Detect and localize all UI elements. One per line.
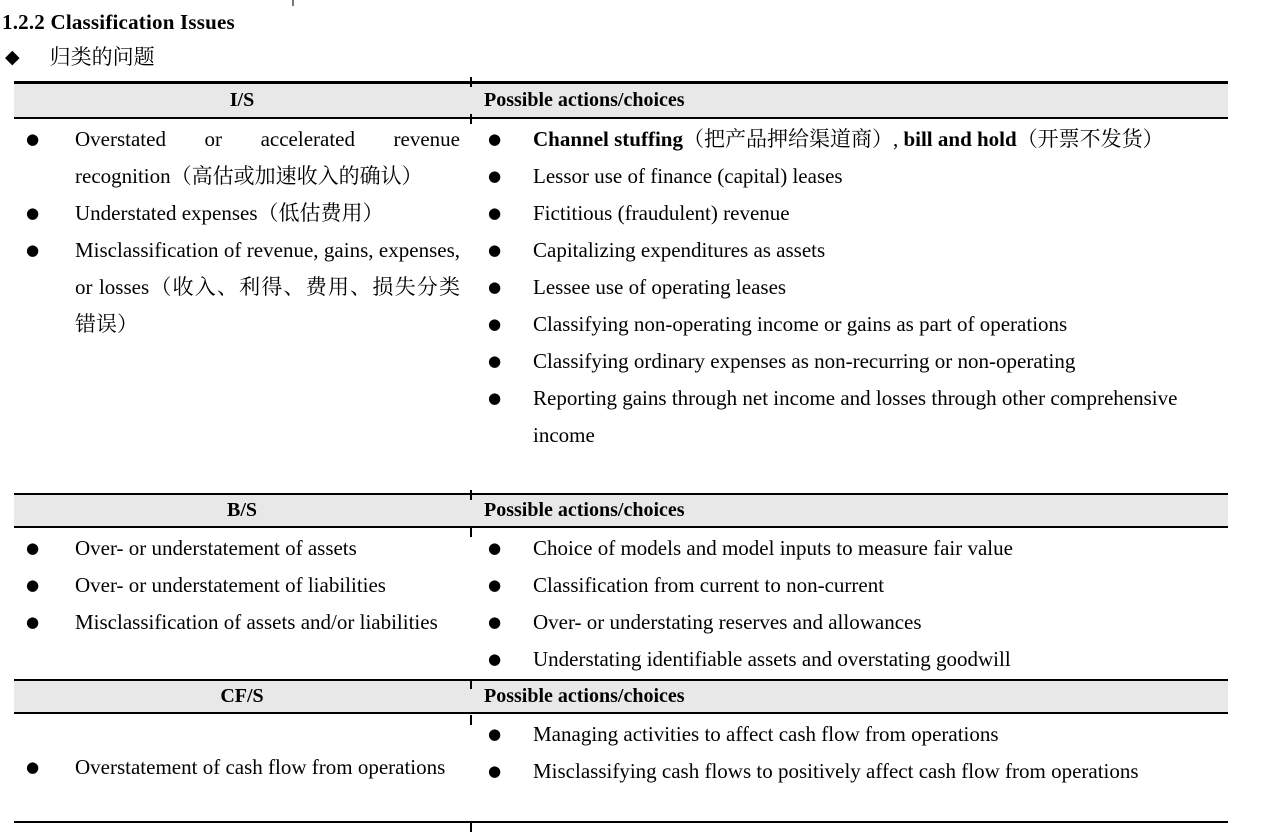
circle-bullet-icon: ● bbox=[488, 167, 502, 185]
list-item bbox=[488, 121, 1216, 158]
border-artifact bbox=[292, 0, 294, 6]
list-item-text: Capitalizing expenditures as assets bbox=[533, 238, 826, 262]
list-item bbox=[488, 716, 1216, 753]
list-item bbox=[488, 306, 1216, 343]
column-divider-tick bbox=[470, 114, 472, 124]
list-item bbox=[488, 343, 1216, 380]
actions-cell bbox=[470, 119, 1228, 493]
list-item-text: Over- or understating reserves and allowances bbox=[533, 610, 922, 634]
issues-cell bbox=[14, 528, 470, 679]
issues-list bbox=[26, 749, 460, 786]
list-item-text: Misclassifying cash flows to positively affect cash flow from operations bbox=[533, 759, 1139, 783]
list-item bbox=[488, 380, 1216, 454]
table-header-row bbox=[14, 493, 1228, 528]
circle-bullet-icon: ● bbox=[26, 241, 40, 259]
list-item-text: Reporting gains through net income and losses through other comprehensive income bbox=[533, 386, 1178, 447]
circle-bullet-icon: ● bbox=[488, 576, 502, 594]
circle-bullet-icon: ● bbox=[488, 352, 502, 370]
list-item-text: Understating identifiable assets and overstating goodwill bbox=[533, 647, 1011, 671]
list-item-text: Classifying ordinary expenses as non-recurring or non-operating bbox=[533, 349, 1076, 373]
list-item-text: Misclassification of revenue, gains, expenses, or losses（收入、利得、费用、损失分类错误） bbox=[75, 238, 460, 336]
diamond-bullet-icon: ◆ bbox=[5, 46, 20, 68]
table-body-row bbox=[14, 528, 1228, 679]
issues-list bbox=[26, 530, 460, 641]
circle-bullet-icon: ● bbox=[488, 315, 502, 333]
actions-list bbox=[488, 716, 1216, 790]
list-item-text: Overstated or accelerated revenue recognition（高估或加速收入的确认） bbox=[75, 127, 460, 188]
issues-cell bbox=[14, 119, 470, 493]
list-item-text: Understated expenses（低估费用） bbox=[75, 201, 384, 225]
table-body-row bbox=[14, 714, 1228, 821]
column-divider-tick bbox=[470, 715, 472, 725]
column-divider-tick bbox=[470, 77, 472, 87]
circle-bullet-icon: ● bbox=[488, 613, 502, 631]
list-item bbox=[488, 232, 1216, 269]
issues-cell bbox=[14, 714, 470, 821]
actions-cell bbox=[470, 714, 1228, 821]
list-item-text: Managing activities to affect cash flow from operations bbox=[533, 722, 999, 746]
circle-bullet-icon: ● bbox=[26, 204, 40, 222]
list-item-text: Overstatement of cash flow from operations bbox=[75, 755, 446, 779]
actions-list bbox=[488, 121, 1216, 454]
column-divider-tick bbox=[470, 490, 472, 500]
actions-list bbox=[488, 530, 1216, 678]
list-item bbox=[488, 567, 1216, 604]
list-item bbox=[488, 269, 1216, 306]
list-item bbox=[26, 567, 460, 604]
circle-bullet-icon: ● bbox=[488, 539, 502, 557]
list-item bbox=[488, 753, 1216, 790]
circle-bullet-icon: ● bbox=[488, 204, 502, 222]
column-divider-tick bbox=[470, 527, 472, 537]
section-heading: 1.2.2 Classification Issues bbox=[2, 10, 235, 34]
list-item bbox=[488, 158, 1216, 195]
circle-bullet-icon: ● bbox=[488, 762, 502, 780]
circle-bullet-icon: ● bbox=[488, 389, 502, 407]
circle-bullet-icon: ● bbox=[488, 278, 502, 296]
issues-list bbox=[26, 121, 460, 343]
circle-bullet-icon: ● bbox=[26, 613, 40, 631]
list-item-text: Fictitious (fraudulent) revenue bbox=[533, 201, 790, 225]
circle-bullet-icon: ● bbox=[488, 241, 502, 259]
statement-header-cell: I/S bbox=[229, 89, 255, 111]
list-item-text: Lessor use of finance (capital) leases bbox=[533, 164, 843, 188]
list-item-text: Over- or understatement of liabilities bbox=[75, 573, 386, 597]
list-item bbox=[26, 749, 460, 786]
actions-header-cell: Possible actions/choices bbox=[484, 89, 685, 111]
list-item bbox=[26, 530, 460, 567]
table-header-row bbox=[14, 84, 1228, 119]
list-item bbox=[26, 121, 460, 195]
list-item bbox=[488, 604, 1216, 641]
list-item-text: Classifying non-operating income or gains as part of operations bbox=[533, 312, 1068, 336]
list-item-text: Misclassification of assets and/or liabilities bbox=[75, 610, 438, 634]
classification-table bbox=[14, 81, 1228, 823]
list-item-text: Channel stuffing（把产品押给渠道商）, bill and hold（开票不发货） bbox=[533, 127, 1164, 151]
circle-bullet-icon: ● bbox=[26, 758, 40, 776]
circle-bullet-icon: ● bbox=[26, 130, 40, 148]
list-item bbox=[26, 232, 460, 343]
circle-bullet-icon: ● bbox=[488, 725, 502, 743]
actions-header-cell: Possible actions/choices bbox=[484, 685, 685, 707]
column-divider-tick bbox=[470, 822, 472, 832]
circle-bullet-icon: ● bbox=[488, 130, 502, 148]
circle-bullet-icon: ● bbox=[488, 650, 502, 668]
statement-header-cell: CF/S bbox=[220, 685, 264, 707]
table-body bbox=[14, 81, 1228, 823]
table-body-row bbox=[14, 119, 1228, 493]
list-item-text: Over- or understatement of assets bbox=[75, 536, 357, 560]
list-item bbox=[488, 530, 1216, 567]
circle-bullet-icon: ● bbox=[26, 539, 40, 557]
list-item-text: Lessee use of operating leases bbox=[533, 275, 787, 299]
list-item-text: Choice of models and model inputs to measure fair value bbox=[533, 536, 1013, 560]
list-item bbox=[488, 195, 1216, 232]
list-item-text: Classification from current to non-current bbox=[533, 573, 885, 597]
list-item bbox=[26, 604, 460, 641]
subheading bbox=[5, 44, 1228, 70]
table-header-row bbox=[14, 679, 1228, 714]
statement-header-cell: B/S bbox=[226, 499, 258, 521]
actions-cell bbox=[470, 528, 1228, 679]
list-item bbox=[26, 195, 460, 232]
column-divider-tick bbox=[470, 679, 472, 689]
subheading-text: 归类的问题 bbox=[49, 45, 155, 69]
circle-bullet-icon: ● bbox=[26, 576, 40, 594]
actions-header-cell: Possible actions/choices bbox=[484, 499, 685, 521]
list-item bbox=[488, 641, 1216, 678]
